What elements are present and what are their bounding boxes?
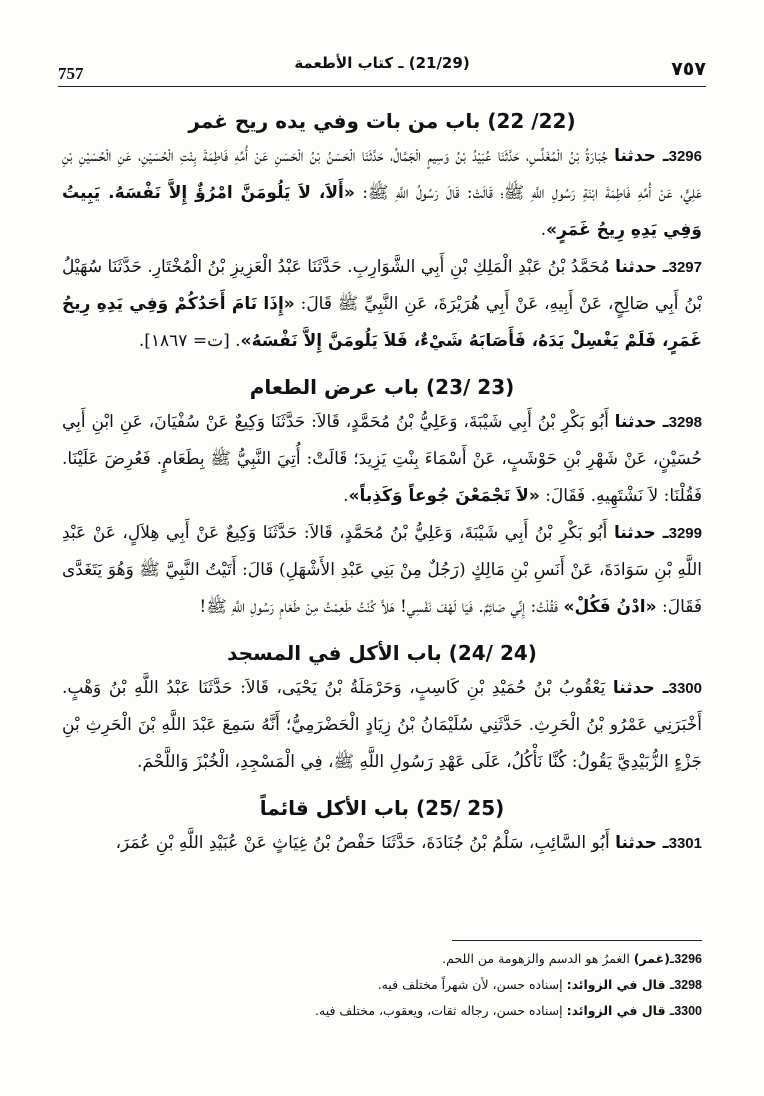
hadith-paragraph xyxy=(62,138,702,249)
hadith-paragraph xyxy=(62,249,702,360)
footnote-rule xyxy=(452,940,702,941)
running-title: (21/29) ـ كتاب الأطعمة xyxy=(294,54,470,72)
page-header xyxy=(58,50,706,83)
hadith-lead: ـ حدثنا xyxy=(614,412,669,432)
footnote-label: ـ قال في الزوائد: xyxy=(566,977,675,992)
hadith-text: جُبَارَةُ بْنُ الْمُغَلِّسِ، حَدَّثَنَا عُبَيْدُ بْنُ وَسِيمٍ الْجَمَّالُ، حَدَّثَنَا الْحَسَنُ بْنُ الْحَسَنِ عَنْ أُمِّهِ فَاطِمَةَ بِنْتِ الْحُسَيْنِ، عَنِ الْحُسَيْنِ بْنِ عَلِيٍّ، عَنْ أُمِّهِ فَاطِمَةَ ابْنَةِ رَسُولِ اللَّهِ ﷺ؛ قَالَتْ: قَالَ رَسُولُ اللَّهِ ﷺ: xyxy=(62,146,703,203)
hadith-text: يَعْقُوبُ بْنُ حُمَيْدِ بْنِ كَاسِبٍ، وَحَرْمَلَةُ بْنُ يَحْيَى، قَالاَ: حَدَّثَنَا عَبْدُ اللَّهِ بْنُ وَهْبٍ. أَخْبَرَنِي عَمْرُو بْنُ الْحَرِثِ. حَدَّثَنِي سُلَيْمَانُ بْنُ زِيَادٍ الْحَضْرَمِيُّ؛ أَنَّهُ سَمِعَ عَبْدَ اللَّهِ بْنَ الْحَرِثِ بْنِ جَزْءٍ الزُّبَيْدِيَّ يَقُولُ: كُنَّا نَأْكُلُ، عَلَى عَهْدِ رَسُولِ اللَّهِ ﷺ، فِي الْمَسْجِدِ، الْخُبْزَ وَاللَّحْمَ. xyxy=(62,678,702,772)
footnote-text: إسناده حسن، رجاله ثقات، ويعقوب، مختلف فيه. xyxy=(315,1003,567,1018)
section-heading: (25 /25) باب الأكل قائماً xyxy=(259,796,505,820)
footnote xyxy=(62,998,702,1024)
footnote-text: إسناده حسن، لأن شهراً مختلف فيه. xyxy=(377,977,567,992)
section-heading: (22/ 22) باب من بات وفي يده ريح غمر xyxy=(188,109,576,133)
hadith-lead: ـ حدثنا xyxy=(614,146,669,166)
footnote-number: 3296 xyxy=(674,952,702,966)
hadith-text-after: . [ت= ١٨٦٧]. xyxy=(138,331,241,351)
hadith-lead: ـ حدثنا xyxy=(613,523,669,543)
hadith-lead: ـ حدثنا xyxy=(612,678,669,698)
hadith-paragraph xyxy=(62,404,702,515)
hadith-text: مُحَمَّدُ بْنُ عَبْدِ الْمَلِكِ بْنِ أَبِي الشَّوَارِبِ. حَدَّثَنَا عَبْدُ الْعَزِيزِ بْنُ الْمُخْتَارِ. حَدَّثَنَا سُهَيْلُ بْنُ أَبِي صَالِحٍ، عَنْ أَبِيهِ، عَنْ أَبِي هُرَيْرَةَ، عَنِ النَّبِيِّ ﷺ قَالَ: xyxy=(62,257,702,314)
footnote-text: الغمرُ هو الدسم والزهومة من اللحم. xyxy=(442,951,634,966)
page-number-arabic: ٧٥٧ xyxy=(671,58,706,80)
footnote-number: 3300 xyxy=(674,1004,702,1018)
hadith-text-after: . xyxy=(540,220,547,240)
footnotes xyxy=(62,946,702,1024)
hadith-text-after: فَقُلْتُ: إِنِّي صَائِمٌ. فَيَا لَهْفَ نَفْسِي! هَلاَّ كُنْتُ طَعِمْتُ مِنْ طَعَامِ رَسُولِ اللَّهِ ﷺ! xyxy=(199,597,564,617)
hadith-lead: ـ حدثنا xyxy=(615,257,669,277)
hadith-number: 3299 xyxy=(668,525,702,542)
hadith-paragraph xyxy=(62,825,702,862)
hadith-paragraph xyxy=(62,515,702,626)
section-heading: (23 /23) باب عرض الطعام xyxy=(249,375,515,399)
hadith-text: أَبُو السَّائِبِ، سَلْمُ بْنُ جُنَادَةَ، حَدَّثَنَا حَفْصُ بْنُ غِيَاثٍ عَنْ عُبَيْدِ اللَّهِ بْنِ عُمَرَ، xyxy=(115,833,616,853)
hadith-quote: «أَلاَ، لاَ يَلُومَنَّ امْرُؤٌ إِلاَّ نَفْسَهُ. يَبِيتُ وَفِي يَدِهِ رِيحُ غَمَرٍ» xyxy=(62,183,702,240)
hadith-number: 3300 xyxy=(668,680,702,697)
hadith-number: 3301 xyxy=(668,835,702,852)
hadith-number: 3296 xyxy=(668,148,702,165)
hadith-quote: «ادْنُ فَكُلْ» xyxy=(563,597,657,617)
header-rule xyxy=(58,86,706,87)
hadith-text: أَبُو بَكْرِ بْنُ أَبِي شَيْبَةَ، وَعَلِيُّ بْنُ مُحَمَّدٍ، قَالاَ: حَدَّثَنَا وَكِيعٌ عَنْ سُفْيَانَ، عَنِ ابْنِ أَبِي حُسَيْنٍ، عَنْ شَهْرِ بْنِ حَوْشَبٍ، عَنْ أَسْمَاءَ بِنْتِ يَزِيدَ؛ قَالَتْ: أُتِيَ النَّبِيُّ ﷺ بِطَعَامٍ. فَعُرِضَ عَلَيْنَا. فَقُلْنَا: لاَ نَشْتَهِيهِ. فَقَالَ: xyxy=(62,412,702,506)
main-text xyxy=(62,104,702,862)
page-number-latin: 757 xyxy=(58,64,84,83)
hadith-quote: «إِذَا نَامَ أَحَدُكُمْ وَفِي يَدِهِ رِيحُ غَمَرٍ، فَلَمْ يَغْسِلْ يَدَهُ، فَأَصَابَهُ شَيْءٌ، فَلاَ يَلُومَنَّ إِلاَّ نَفْسَهُ» xyxy=(62,294,702,351)
footnote-label: ـ قال في الزوائد: xyxy=(566,1003,675,1018)
footnote xyxy=(62,972,702,998)
hadith-number: 3298 xyxy=(668,414,702,431)
hadith-text-after: . xyxy=(343,486,349,506)
hadith-lead: ـ حدثنا xyxy=(615,833,669,853)
footnote xyxy=(62,946,702,972)
footnote-label: ـ(غمر) xyxy=(633,951,675,966)
hadith-paragraph xyxy=(62,670,702,781)
hadith-number: 3297 xyxy=(668,259,702,276)
hadith-quote: «لاَ تَجْمَعْنَ جُوعاً وَكَذِباً» xyxy=(348,486,540,506)
footnote-number: 3298 xyxy=(674,978,702,992)
section-heading: (24 /24) باب الأكل في المسجد xyxy=(227,641,537,665)
hadith-text: أَبُو بَكْرِ بْنُ أَبِي شَيْبَةَ، وَعَلِيُّ بْنُ مُحَمَّدٍ، قَالاَ: حَدَّثَنَا وَكِيعٌ عَنْ أَبِي هِلاَلٍ، عَنْ عَبْدِ اللَّهِ بْنِ سَوَادَةَ، عَنْ أَنَسِ بْنِ مَالِكٍ (رَجُلٌ مِنْ بَنِي عَبْدِ الأَشْهَلِ) قَالَ: أَتَيْتُ النَّبِيَّ ﷺ وَهُوَ يَتَغَدَّى فَقَالَ: xyxy=(62,523,702,617)
